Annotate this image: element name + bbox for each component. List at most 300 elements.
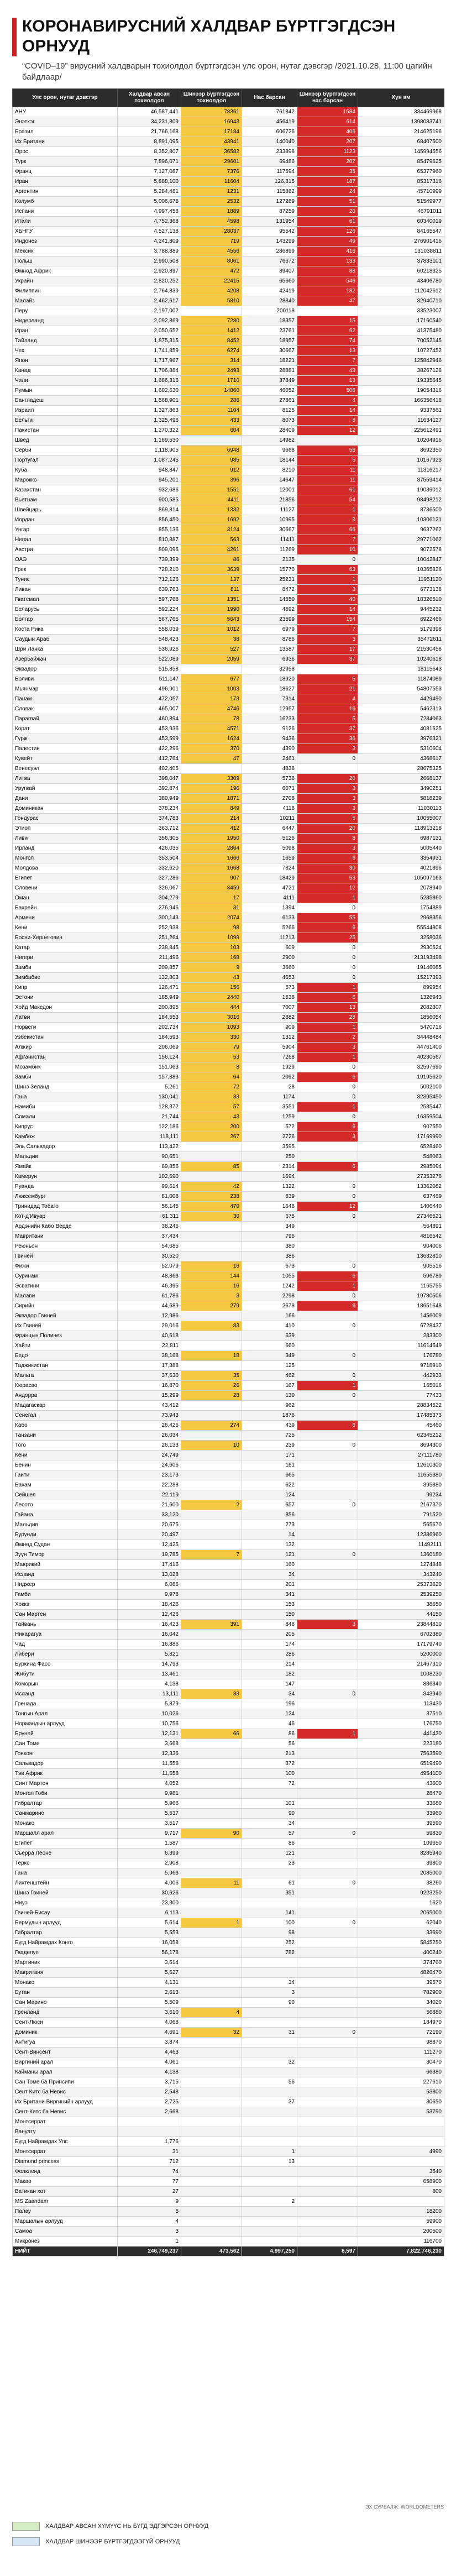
new-deaths-cell: 1: [297, 1053, 358, 1062]
table-row: [13, 973, 444, 983]
deaths-cell: 201: [242, 1580, 297, 1590]
population-cell: 60340019: [358, 217, 444, 227]
country-cell: Лихтенштейн: [13, 1878, 118, 1888]
table-row: [13, 625, 444, 635]
cases-cell: 23,173: [118, 1470, 181, 1480]
country-cell: Мавритани: [13, 1232, 118, 1242]
country-cell: Кайманы арал: [13, 2067, 118, 2077]
cases-cell: 74: [118, 2167, 181, 2177]
table-row: [13, 674, 444, 684]
country-cell: Эсватини: [13, 1281, 118, 1291]
country-cell: Люксембург: [13, 1192, 118, 1202]
table-row: [13, 1749, 444, 1759]
country-cell: Турк: [13, 157, 118, 167]
population-cell: 43406780: [358, 276, 444, 286]
population-cell: 10306121: [358, 515, 444, 525]
deaths-cell: 3660: [242, 963, 297, 973]
population-cell: 2539250: [358, 1590, 444, 1600]
table-row: [13, 1062, 444, 1072]
population-cell: 28675325: [358, 764, 444, 774]
country-cell: Мьянмар: [13, 684, 118, 694]
new-cases-cell: [181, 1898, 242, 1908]
cases-cell: 11,558: [118, 1759, 181, 1769]
population-cell: 18115643: [358, 664, 444, 674]
deaths-cell: 3: [242, 1988, 297, 1998]
country-cell: Тайвань: [13, 1620, 118, 1630]
table-row: [13, 1978, 444, 1988]
country-cell: Словак: [13, 704, 118, 714]
legend-label-no-new: ХАЛДВАР ШИНЭЭР БҮРТГЭГДЭЭГҮЙ ОРНУУД: [45, 2538, 180, 2545]
population-cell: 13362082: [358, 1182, 444, 1192]
new-cases-cell: 14860: [181, 386, 242, 396]
deaths-cell: 61: [242, 1878, 297, 1888]
new-cases-cell: 9: [181, 963, 242, 973]
population-cell: 200500: [358, 2227, 444, 2237]
table-row: [13, 1759, 444, 1769]
country-cell: Израил: [13, 406, 118, 416]
cases-cell: 5,966: [118, 1799, 181, 1809]
country-cell: Аргентин: [13, 187, 118, 197]
deaths-cell: 8073: [242, 416, 297, 426]
table-row: [13, 1570, 444, 1580]
country-cell: Мальта: [13, 1371, 118, 1381]
new-deaths-cell: 3: [297, 1620, 358, 1630]
population-cell: 13632810: [358, 1252, 444, 1261]
new-cases-cell: 396: [181, 475, 242, 485]
table-row: [13, 525, 444, 535]
new-deaths-cell: 40: [297, 595, 358, 605]
table-row: [13, 2227, 444, 2237]
deaths-cell: 4592: [242, 605, 297, 615]
new-cases-cell: 267: [181, 1132, 242, 1142]
deaths-cell: 286: [242, 1650, 297, 1659]
new-deaths-cell: 7: [297, 625, 358, 635]
population-cell: 46791011: [358, 207, 444, 217]
new-cases-cell: 156: [181, 983, 242, 993]
deaths-cell: 147: [242, 1679, 297, 1689]
country-cell: Жибути: [13, 1669, 118, 1679]
population-cell: 19195620: [358, 1072, 444, 1082]
deaths-cell: 796: [242, 1232, 297, 1242]
new-cases-cell: 57: [181, 1102, 242, 1112]
new-deaths-cell: [297, 1451, 358, 1460]
country-cell: Кот-д'Ивуар: [13, 1212, 118, 1222]
new-cases-cell: [181, 1530, 242, 1540]
table-row: [13, 1112, 444, 1122]
table-row: [13, 1948, 444, 1958]
population-cell: 1165755: [358, 1281, 444, 1291]
cases-cell: 14,793: [118, 1659, 181, 1669]
table-row: [13, 1500, 444, 1510]
deaths-cell: 2461: [242, 754, 297, 764]
new-deaths-cell: 6: [297, 1271, 358, 1281]
population-cell: 55544808: [358, 923, 444, 933]
population-cell: 33523007: [358, 306, 444, 316]
cases-cell: 3: [118, 2227, 181, 2237]
population-cell: 10365826: [358, 565, 444, 575]
new-cases-cell: 274: [181, 1421, 242, 1431]
new-deaths-cell: 37: [297, 655, 358, 664]
cases-cell: 422,296: [118, 744, 181, 754]
country-cell: Азербайжан: [13, 655, 118, 664]
new-deaths-cell: [297, 1560, 358, 1570]
new-deaths-cell: 53: [297, 873, 358, 883]
table-row: [13, 873, 444, 883]
country-cell: Мавританя: [13, 1968, 118, 1978]
new-cases-cell: [181, 764, 242, 774]
population-cell: 109650: [358, 1839, 444, 1849]
country-cell: Иран: [13, 177, 118, 187]
deaths-cell: 2314: [242, 1162, 297, 1172]
country-cell: Венесуэл: [13, 764, 118, 774]
country-cell: Ниджер: [13, 1580, 118, 1590]
new-deaths-cell: 11: [297, 475, 358, 485]
cases-cell: 13,111: [118, 1689, 181, 1699]
country-cell: Сент-Китс ба Невис: [13, 2107, 118, 2117]
new-deaths-cell: [297, 1928, 358, 1938]
column-header-0: Улс орон, нутаг дэвсгэр: [13, 89, 118, 107]
table-row: [13, 1431, 444, 1441]
new-cases-cell: [181, 1809, 242, 1819]
table-row: [13, 933, 444, 943]
cases-cell: 5,509: [118, 1998, 181, 2008]
country-cell: Панам: [13, 694, 118, 704]
cases-cell: 12,426: [118, 1610, 181, 1620]
cases-cell: 44,689: [118, 1301, 181, 1311]
deaths-cell: 200118: [242, 306, 297, 316]
table-row: [13, 1988, 444, 1998]
country-cell: Антигуа: [13, 2038, 118, 2048]
column-header-5: Хүн ам: [358, 89, 444, 107]
new-cases-cell: 604: [181, 426, 242, 436]
deaths-cell: 140040: [242, 137, 297, 147]
table-row: [13, 774, 444, 784]
new-deaths-cell: 416: [297, 247, 358, 256]
deaths-cell: 153: [242, 1600, 297, 1610]
country-cell: Доминикан: [13, 804, 118, 814]
new-deaths-cell: 47: [297, 296, 358, 306]
country-cell: Бүгд Найрамдах Конго: [13, 1938, 118, 1948]
new-cases-cell: 17184: [181, 127, 242, 137]
cases-cell: 18,426: [118, 1600, 181, 1610]
new-cases-cell: [181, 1699, 242, 1709]
new-cases-cell: 912: [181, 465, 242, 475]
population-cell: 27346521: [358, 1212, 444, 1222]
population-cell: 85317316: [358, 177, 444, 187]
country-cell: Доминик: [13, 2028, 118, 2038]
deaths-cell: 132: [242, 1540, 297, 1550]
population-cell: 118913218: [358, 824, 444, 834]
cases-cell: 73,943: [118, 1411, 181, 1421]
population-cell: 11951120: [358, 575, 444, 585]
country-cell: Шри Ланка: [13, 645, 118, 655]
table-row: [13, 2187, 444, 2197]
new-cases-cell: 17: [181, 893, 242, 903]
deaths-cell: 462: [242, 1371, 297, 1381]
new-deaths-cell: 13: [297, 1003, 358, 1013]
new-deaths-cell: [297, 1858, 358, 1868]
new-deaths-cell: [297, 2018, 358, 2028]
table-row: [13, 1868, 444, 1878]
new-deaths-cell: 1: [297, 983, 358, 993]
population-cell: 10042847: [358, 555, 444, 565]
cases-cell: 380,949: [118, 794, 181, 804]
population-cell: 3976321: [358, 734, 444, 744]
country-cell: Кипр: [13, 983, 118, 993]
cases-cell: 5,537: [118, 1809, 181, 1819]
table-row: [13, 2137, 444, 2147]
new-cases-cell: [181, 1252, 242, 1261]
country-cell: Эквадор Гвиней: [13, 1311, 118, 1321]
population-cell: 28834522: [358, 1401, 444, 1411]
new-cases-cell: 433: [181, 416, 242, 426]
new-deaths-cell: [297, 2167, 358, 2177]
new-deaths-cell: [297, 1252, 358, 1261]
deaths-cell: 386: [242, 1252, 297, 1261]
new-cases-cell: [181, 2207, 242, 2217]
table-row: [13, 635, 444, 645]
cases-cell: 4,752,368: [118, 217, 181, 227]
cases-cell: 61,786: [118, 1291, 181, 1301]
deaths-cell: 286899: [242, 247, 297, 256]
new-cases-cell: [181, 2087, 242, 2097]
country-cell: Хойд Македон: [13, 1003, 118, 1013]
new-cases-cell: [181, 1630, 242, 1640]
new-cases-cell: [181, 2197, 242, 2207]
deaths-cell: 2135: [242, 555, 297, 565]
new-deaths-cell: [297, 1411, 358, 1421]
deaths-cell: 213: [242, 1749, 297, 1759]
cases-cell: 739,399: [118, 555, 181, 565]
population-cell: 27353276: [358, 1172, 444, 1182]
deaths-cell: 121: [242, 1550, 297, 1560]
table-row: [13, 565, 444, 575]
new-cases-cell: [181, 1749, 242, 1759]
new-deaths-cell: 30: [297, 863, 358, 873]
new-cases-cell: [181, 1640, 242, 1650]
deaths-cell: 622: [242, 1480, 297, 1490]
deaths-cell: 5736: [242, 774, 297, 784]
population-cell: 62345212: [358, 1431, 444, 1441]
deaths-cell: 28840: [242, 296, 297, 306]
population-cell: 18651648: [358, 1301, 444, 1311]
country-cell: Литва: [13, 774, 118, 784]
deaths-cell: [242, 1968, 297, 1978]
new-cases-cell: [181, 1679, 242, 1689]
deaths-cell: 2726: [242, 1132, 297, 1142]
country-cell: Чех: [13, 346, 118, 356]
population-cell: 44150: [358, 1610, 444, 1620]
new-cases-cell: 4261: [181, 545, 242, 555]
new-deaths-cell: 8: [297, 416, 358, 426]
country-cell: Алжир: [13, 1043, 118, 1053]
country-cell: Беларусь: [13, 605, 118, 615]
new-deaths-cell: [297, 1311, 358, 1321]
country-cell: Суринам: [13, 1271, 118, 1281]
cases-cell: 2,050,652: [118, 326, 181, 336]
deaths-cell: 11127: [242, 505, 297, 515]
cases-cell: 809,095: [118, 545, 181, 555]
cases-cell: 515,858: [118, 664, 181, 674]
country-cell: Реюньон: [13, 1242, 118, 1252]
new-cases-cell: [181, 1600, 242, 1610]
new-deaths-cell: [297, 1659, 358, 1669]
country-cell: Их Британи Виргинийн арлууд: [13, 2097, 118, 2107]
cases-cell: 8,352,807: [118, 147, 181, 157]
new-deaths-cell: 0: [297, 1192, 358, 1202]
table-row: [13, 1122, 444, 1132]
new-cases-cell: 2532: [181, 197, 242, 207]
new-cases-cell: 1012: [181, 625, 242, 635]
table-row: [13, 505, 444, 515]
population-cell: 19039012: [358, 485, 444, 495]
cases-cell: 38,168: [118, 1351, 181, 1361]
table-row: [13, 1918, 444, 1928]
country-cell: Малайз: [13, 296, 118, 306]
table-row: [13, 167, 444, 177]
country-cell: Нигери: [13, 953, 118, 963]
new-deaths-cell: [297, 2117, 358, 2127]
population-cell: 17179740: [358, 1640, 444, 1650]
new-deaths-cell: [297, 2048, 358, 2057]
new-deaths-cell: 54: [297, 495, 358, 505]
new-cases-cell: [181, 1759, 242, 1769]
cases-cell: 392,874: [118, 784, 181, 794]
table-row: [13, 127, 444, 137]
table-row: [13, 157, 444, 167]
cases-cell: 932,686: [118, 485, 181, 495]
population-cell: 29771062: [358, 535, 444, 545]
deaths-cell: 18429: [242, 873, 297, 883]
table-row: [13, 1202, 444, 1212]
cases-cell: 6,086: [118, 1580, 181, 1590]
new-deaths-cell: 12: [297, 1202, 358, 1212]
new-deaths-cell: [297, 306, 358, 316]
cases-cell: 33,120: [118, 1510, 181, 1520]
deaths-cell: 380: [242, 1242, 297, 1252]
new-deaths-cell: 182: [297, 286, 358, 296]
deaths-cell: 174: [242, 1640, 297, 1650]
table-row: [13, 1689, 444, 1699]
deaths-cell: [242, 2048, 297, 2057]
deaths-cell: 351: [242, 1888, 297, 1898]
table-row: [13, 704, 444, 714]
cases-cell: 46,587,441: [118, 107, 181, 117]
deaths-cell: 98: [242, 1928, 297, 1938]
new-cases-cell: 1710: [181, 376, 242, 386]
table-row: [13, 1252, 444, 1261]
country-cell: Сан Томе: [13, 1739, 118, 1749]
cases-cell: 11,658: [118, 1769, 181, 1779]
population-cell: 6528460: [358, 1142, 444, 1152]
country-cell: Марокко: [13, 475, 118, 485]
new-cases-cell: 90: [181, 1829, 242, 1839]
population-cell: 33680: [358, 1799, 444, 1809]
population-cell: 2930524: [358, 943, 444, 953]
new-deaths-cell: 0: [297, 1918, 358, 1928]
new-deaths-cell: 3: [297, 794, 358, 804]
new-deaths-cell: 154: [297, 615, 358, 625]
population-cell: 227610: [358, 2077, 444, 2087]
country-cell: Кюрасао: [13, 1381, 118, 1391]
table-row: [13, 1460, 444, 1470]
country-cell: Малави: [13, 1291, 118, 1301]
new-deaths-cell: 24: [297, 187, 358, 197]
table-row: [13, 1610, 444, 1620]
new-cases-cell: 144: [181, 1271, 242, 1281]
country-cell: Сальвадор: [13, 1759, 118, 1769]
new-cases-cell: 1003: [181, 684, 242, 694]
deaths-cell: 56: [242, 2077, 297, 2087]
population-cell: 18200: [358, 2207, 444, 2217]
table-row: [13, 764, 444, 774]
new-cases-cell: 8061: [181, 256, 242, 266]
country-cell: Таджикистан: [13, 1361, 118, 1371]
cases-cell: 4,691: [118, 2028, 181, 2038]
new-cases-cell: 1231: [181, 187, 242, 197]
deaths-cell: 131954: [242, 217, 297, 227]
deaths-cell: 28409: [242, 426, 297, 436]
cases-cell: 945,201: [118, 475, 181, 485]
cases-cell: 597,768: [118, 595, 181, 605]
population-cell: 25373620: [358, 1580, 444, 1590]
population-cell: 4816542: [358, 1232, 444, 1242]
deaths-cell: 30667: [242, 346, 297, 356]
cases-cell: 567,765: [118, 615, 181, 625]
deaths-cell: 665: [242, 1470, 297, 1480]
table-row: [13, 2127, 444, 2137]
table-row: [13, 1242, 444, 1252]
cases-cell: 29,016: [118, 1321, 181, 1331]
table-row: [13, 1849, 444, 1858]
cases-cell: 4,131: [118, 1978, 181, 1988]
new-cases-cell: 907: [181, 873, 242, 883]
new-deaths-cell: 56: [297, 446, 358, 455]
population-cell: 32395450: [358, 1092, 444, 1102]
population-cell: 4826470: [358, 1968, 444, 1978]
deaths-cell: 141: [242, 1908, 297, 1918]
deaths-cell: 28: [242, 1082, 297, 1092]
country-cell: Парагвай: [13, 714, 118, 724]
population-cell: 343240: [358, 1570, 444, 1580]
new-cases-cell: 18: [181, 1351, 242, 1361]
deaths-cell: 6936: [242, 655, 297, 664]
table-row: [13, 2008, 444, 2018]
country-cell: Diamond princess: [13, 2157, 118, 2167]
table-row: [13, 1769, 444, 1779]
deaths-cell: 349: [242, 1222, 297, 1232]
deaths-cell: 5904: [242, 1043, 297, 1053]
population-cell: 905516: [358, 1261, 444, 1271]
population-cell: 11614549: [358, 1341, 444, 1351]
cases-cell: 37,434: [118, 1232, 181, 1242]
country-cell: Монтсеррат: [13, 2147, 118, 2157]
country-cell: Лесото: [13, 1500, 118, 1510]
new-cases-cell: 47: [181, 754, 242, 764]
new-deaths-cell: 0: [297, 1500, 358, 1510]
deaths-cell: 11269: [242, 545, 297, 555]
cases-cell: 9: [118, 2197, 181, 2207]
deaths-cell: 5266: [242, 923, 297, 933]
cases-cell: 16,042: [118, 1630, 181, 1640]
population-cell: 213193498: [358, 953, 444, 963]
population-cell: 343940: [358, 1689, 444, 1699]
table-row: [13, 1341, 444, 1351]
cases-cell: 1,875,315: [118, 336, 181, 346]
new-cases-cell: [181, 1888, 242, 1898]
population-cell: 3258036: [358, 933, 444, 943]
population-cell: 1274848: [358, 1560, 444, 1570]
